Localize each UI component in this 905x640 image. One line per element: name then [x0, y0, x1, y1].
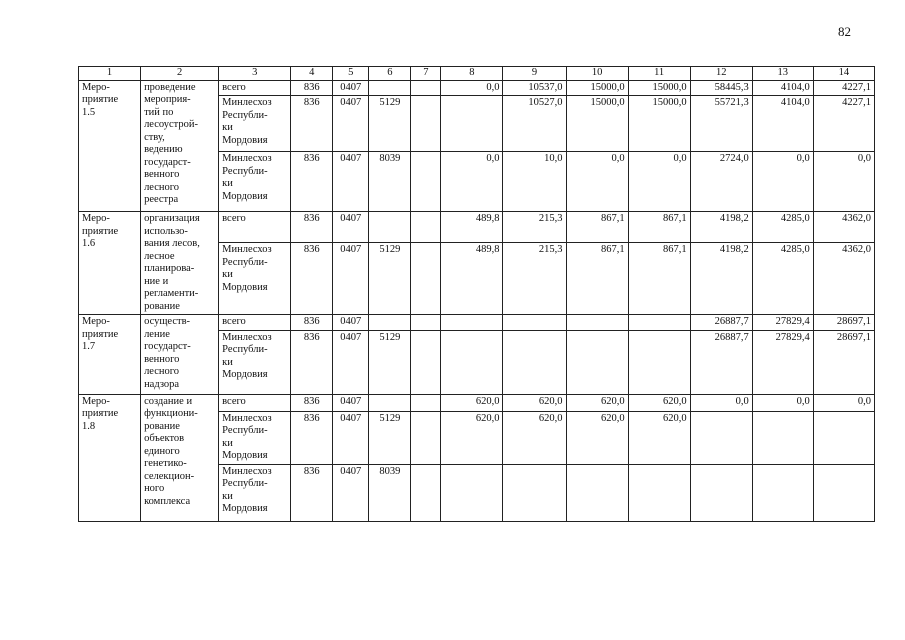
value-cell [813, 411, 874, 464]
funding-source-cell: всего [219, 394, 291, 411]
value-cell: 0,0 [441, 152, 503, 212]
code-cell [369, 315, 411, 331]
value-cell [752, 411, 813, 464]
value-cell: 0,0 [752, 152, 813, 212]
code-cell: 8039 [369, 152, 411, 212]
value-cell: 4227,1 [813, 80, 874, 96]
value-cell: 27829,4 [752, 330, 813, 394]
column-number-row [79, 67, 875, 81]
code-cell: 0407 [333, 411, 369, 464]
value-cell: 4362,0 [813, 243, 874, 315]
code-cell: 0407 [333, 152, 369, 212]
value-cell: 0,0 [813, 152, 874, 212]
value-cell: 4104,0 [752, 80, 813, 96]
value-cell: 0,0 [628, 152, 690, 212]
code-cell: 836 [291, 330, 333, 394]
value-cell: 867,1 [566, 243, 628, 315]
value-cell [566, 315, 628, 331]
value-cell: 867,1 [566, 212, 628, 243]
value-cell [503, 464, 566, 521]
code-cell: 836 [291, 212, 333, 243]
measure-description-cell: организация использо- вания лесов, лесное планирова- ние и регламенти- рование [141, 212, 219, 315]
code-cell [369, 80, 411, 96]
value-cell: 4198,2 [690, 212, 752, 243]
code-cell: 0407 [333, 464, 369, 521]
value-cell [690, 411, 752, 464]
value-cell: 27829,4 [752, 315, 813, 331]
value-cell [566, 464, 628, 521]
value-cell: 2724,0 [690, 152, 752, 212]
value-cell [441, 464, 503, 521]
measure-description-cell: проведение мероприя- тий по лесоустрой- ству, ведению государст- венного лесного реестра [141, 80, 219, 212]
value-cell: 867,1 [628, 212, 690, 243]
column-number: 11 [628, 67, 690, 81]
code-cell [411, 243, 441, 315]
value-cell [441, 330, 503, 394]
code-cell: 836 [291, 96, 333, 152]
code-cell [411, 330, 441, 394]
code-cell: 836 [291, 394, 333, 411]
code-cell: 836 [291, 464, 333, 521]
value-cell: 15000,0 [628, 80, 690, 96]
value-cell: 489,8 [441, 212, 503, 243]
column-number: 4 [291, 67, 333, 81]
table-row [79, 80, 875, 96]
value-cell: 620,0 [503, 411, 566, 464]
value-cell [628, 315, 690, 331]
value-cell: 867,1 [628, 243, 690, 315]
value-cell [752, 464, 813, 521]
value-cell: 0,0 [566, 152, 628, 212]
column-number: 10 [566, 67, 628, 81]
value-cell: 55721,3 [690, 96, 752, 152]
value-cell: 28697,1 [813, 315, 874, 331]
value-cell [503, 315, 566, 331]
code-cell: 836 [291, 152, 333, 212]
value-cell: 620,0 [628, 394, 690, 411]
measure-name-cell: Меро- приятие 1.8 [79, 394, 141, 521]
value-cell: 26887,7 [690, 330, 752, 394]
code-cell: 0407 [333, 330, 369, 394]
measure-name-cell: Меро- приятие 1.7 [79, 315, 141, 395]
code-cell: 5129 [369, 243, 411, 315]
code-cell: 836 [291, 411, 333, 464]
funding-source-cell: Минлесхоз Республи- ки Мордовия [219, 411, 291, 464]
code-cell: 0407 [333, 243, 369, 315]
value-cell: 620,0 [566, 394, 628, 411]
value-cell [503, 330, 566, 394]
value-cell [441, 96, 503, 152]
column-number: 1 [79, 67, 141, 81]
value-cell [628, 464, 690, 521]
code-cell [411, 394, 441, 411]
measure-name-cell: Меро- приятие 1.5 [79, 80, 141, 212]
measure-name-cell: Меро- приятие 1.6 [79, 212, 141, 315]
column-number: 12 [690, 67, 752, 81]
code-cell [411, 80, 441, 96]
value-cell: 15000,0 [628, 96, 690, 152]
code-cell [411, 464, 441, 521]
column-number: 5 [333, 67, 369, 81]
code-cell [411, 315, 441, 331]
value-cell: 10,0 [503, 152, 566, 212]
value-cell [566, 330, 628, 394]
table-row [79, 394, 875, 411]
code-cell: 0407 [333, 394, 369, 411]
table-body [79, 67, 875, 522]
funding-source-cell: всего [219, 315, 291, 331]
column-number: 2 [141, 67, 219, 81]
column-number: 3 [219, 67, 291, 81]
column-number: 6 [369, 67, 411, 81]
code-cell: 5129 [369, 411, 411, 464]
value-cell: 0,0 [441, 80, 503, 96]
value-cell: 620,0 [441, 394, 503, 411]
code-cell: 836 [291, 243, 333, 315]
funding-source-cell: Минлесхоз Республи- ки Мордовия [219, 152, 291, 212]
code-cell [369, 212, 411, 243]
value-cell: 28697,1 [813, 330, 874, 394]
funding-source-cell: Минлесхоз Республи- ки Мордовия [219, 96, 291, 152]
value-cell [441, 315, 503, 331]
code-cell: 0407 [333, 96, 369, 152]
code-cell: 0407 [333, 80, 369, 96]
value-cell: 10537,0 [503, 80, 566, 96]
code-cell: 836 [291, 315, 333, 331]
code-cell [411, 96, 441, 152]
code-cell [411, 411, 441, 464]
code-cell: 5129 [369, 96, 411, 152]
code-cell: 8039 [369, 464, 411, 521]
value-cell: 489,8 [441, 243, 503, 315]
value-cell: 26887,7 [690, 315, 752, 331]
code-cell: 0407 [333, 212, 369, 243]
code-cell: 0407 [333, 315, 369, 331]
value-cell: 4198,2 [690, 243, 752, 315]
column-number: 14 [813, 67, 874, 81]
value-cell [690, 464, 752, 521]
code-cell [369, 394, 411, 411]
funding-source-cell: Минлесхоз Республи- ки Мордовия [219, 243, 291, 315]
column-number: 7 [411, 67, 441, 81]
value-cell: 15000,0 [566, 80, 628, 96]
funding-source-cell: Минлесхоз Республи- ки Мордовия [219, 330, 291, 394]
value-cell: 620,0 [566, 411, 628, 464]
value-cell: 215,3 [503, 212, 566, 243]
column-number: 8 [441, 67, 503, 81]
measure-description-cell: осуществ- ление государст- венного лесного надзора [141, 315, 219, 395]
table-row [79, 315, 875, 331]
value-cell: 4227,1 [813, 96, 874, 152]
page-number: 82 [838, 24, 851, 39]
funding-source-cell: всего [219, 212, 291, 243]
code-cell [411, 152, 441, 212]
value-cell: 10527,0 [503, 96, 566, 152]
value-cell: 215,3 [503, 243, 566, 315]
value-cell [813, 464, 874, 521]
value-cell: 4285,0 [752, 212, 813, 243]
value-cell: 0,0 [690, 394, 752, 411]
measure-description-cell: создание и функциони- рование объектов единого генетико- селекцион- ного комплекса [141, 394, 219, 521]
code-cell [411, 212, 441, 243]
value-cell: 15000,0 [566, 96, 628, 152]
column-number: 13 [752, 67, 813, 81]
value-cell: 620,0 [503, 394, 566, 411]
value-cell: 620,0 [628, 411, 690, 464]
table-row [79, 212, 875, 243]
budget-table [78, 66, 875, 522]
value-cell: 4362,0 [813, 212, 874, 243]
column-number: 9 [503, 67, 566, 81]
value-cell: 0,0 [813, 394, 874, 411]
code-cell: 5129 [369, 330, 411, 394]
value-cell: 0,0 [752, 394, 813, 411]
code-cell: 836 [291, 80, 333, 96]
value-cell: 58445,3 [690, 80, 752, 96]
funding-source-cell: Минлесхоз Республи- ки Мордовия [219, 464, 291, 521]
value-cell: 620,0 [441, 411, 503, 464]
value-cell [628, 330, 690, 394]
value-cell: 4104,0 [752, 96, 813, 152]
funding-source-cell: всего [219, 80, 291, 96]
value-cell: 4285,0 [752, 243, 813, 315]
